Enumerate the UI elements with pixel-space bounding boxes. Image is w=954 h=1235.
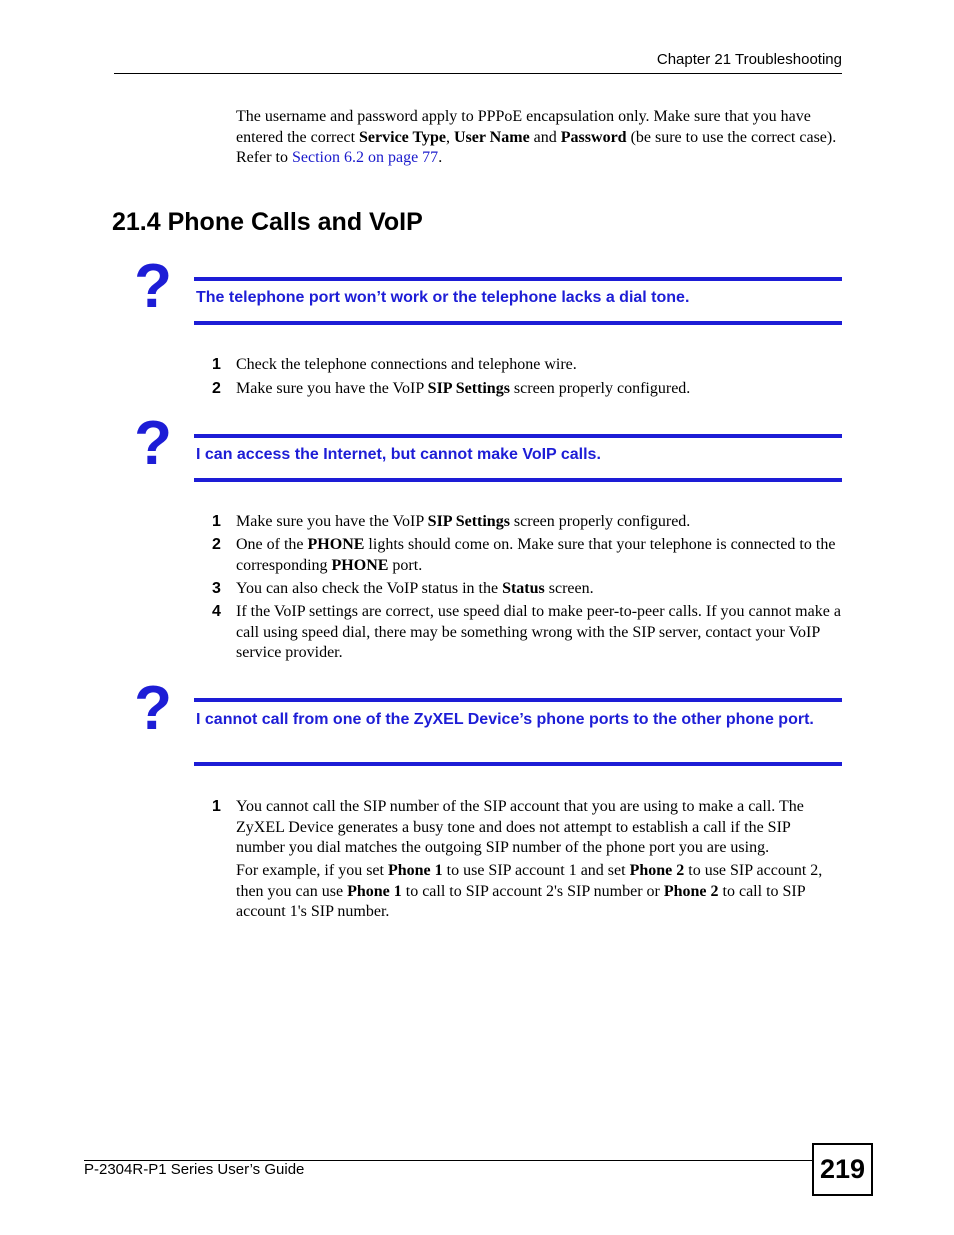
page-number: 219 [812, 1143, 873, 1196]
question-text: I cannot call from one of the ZyXEL Device’s phone ports to the other phone port. [196, 711, 814, 728]
section-title: 21.4 Phone Calls and VoIP [112, 208, 423, 236]
question-text: I can access the Internet, but cannot make VoIP calls. [196, 446, 601, 463]
step-text: You cannot call the SIP number of the SIP account that you are using to make a call. The ZyXEL Device generates a busy tone and does not attempt to establish a call if the SIP number you dial matches the outgoing SIP number of the phone port you are using. [236, 798, 804, 856]
question-box-1 [194, 277, 842, 325]
step-text: If the VoIP settings are correct, use speed dial to make peer-to-peer calls. If you cannot make a call using speed dial, there may be something wrong with the SIP server, contact your VoIP service provider. [236, 603, 841, 661]
question-mark-icon: ? [134, 252, 172, 321]
step-number: 1 [212, 513, 221, 530]
step-number: 3 [212, 580, 221, 597]
guide-title: P-2304R-P1 Series User’s Guide [84, 1161, 305, 1178]
step-number: 1 [212, 356, 221, 373]
example-paragraph: For example, if you set Phone 1 to use SIP account 1 and set Phone 2 to use SIP account 2, then you can use Phone 1 to call to SIP account 2's SIP number or Phone 2 to call to SIP account 1's SIP number. [236, 862, 823, 920]
question-text: The telephone port won’t work or the telephone lacks a dial tone. [196, 289, 690, 306]
question-rule-top [194, 277, 842, 281]
step-number: 2 [212, 536, 221, 553]
question-mark-icon: ? [134, 674, 172, 743]
step-number: 4 [212, 603, 221, 620]
question-mark-icon: ? [134, 409, 172, 478]
question-box-3 [194, 698, 842, 767]
question-rule-top [194, 698, 842, 702]
intro-paragraph: The username and password apply to PPPoE encapsulation only. Make sure that you have entered the correct Service Type, User Name and Password (be sure to use the correct case). Refer to Section 6.2 on page 77. [236, 108, 837, 166]
question-box-2 [194, 434, 842, 482]
step-text: You can also check the VoIP status in the Status screen. [236, 580, 594, 597]
running-header: Chapter 21 Troubleshooting [656, 51, 842, 68]
step-number: 1 [212, 798, 221, 815]
step-text: Check the telephone connections and telephone wire. [236, 356, 577, 373]
question-rule-bottom [194, 478, 842, 482]
step-text: Make sure you have the VoIP SIP Settings screen properly configured. [236, 513, 691, 530]
question-rule-bottom [194, 762, 842, 766]
step-number: 2 [212, 380, 221, 397]
header-rule [114, 73, 842, 74]
step-text: Make sure you have the VoIP SIP Settings screen properly configured. [236, 380, 691, 397]
step-text: One of the PHONE lights should come on. Make sure that your telephone is connected to the corresponding PHONE port. [236, 536, 836, 574]
question-rule-bottom [194, 321, 842, 325]
question-rule-top [194, 434, 842, 438]
section-link[interactable]: Section 6.2 on page 77 [291, 149, 439, 166]
